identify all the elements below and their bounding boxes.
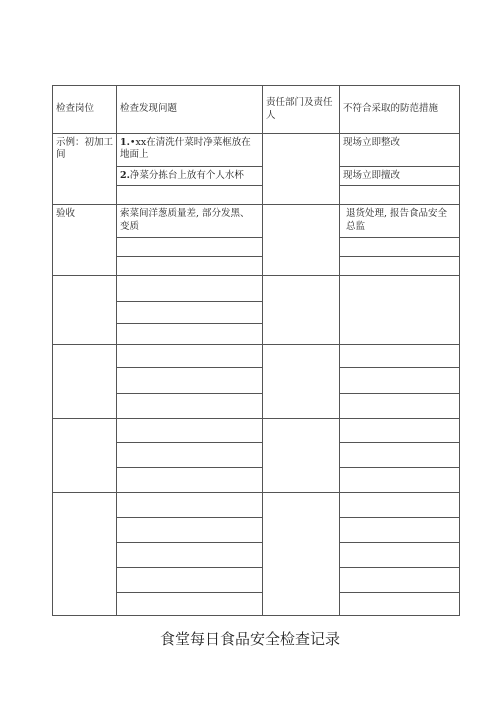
measure-cell: [340, 518, 460, 543]
header-position: 检查岗位: [53, 86, 117, 134]
measure-cell: [340, 394, 460, 419]
issue-cell: [117, 394, 263, 419]
header-issue: 检查发现问题: [117, 86, 263, 134]
example-issue-2-number: 2.: [120, 170, 130, 181]
measure-cell: [340, 345, 460, 368]
table-row: [53, 345, 460, 368]
measure-cell: [340, 543, 460, 568]
issue-cell: [117, 493, 263, 518]
measure-cell: [340, 468, 460, 493]
example-issue-2-text: 净菜分拣台上放有个人水杯: [129, 170, 244, 181]
issue-cell: [117, 443, 263, 468]
receiving-position-cell: 验收: [53, 205, 117, 276]
example-issue-1-text: •xx在清洗什菜时净菜框放在地面上: [120, 137, 251, 161]
receiving-issue-cell: 索菜间洋葱质量差, 部分发黑、变质: [117, 205, 263, 238]
measure-cell: [340, 593, 460, 616]
measure-cell: [340, 443, 460, 468]
table-row: [53, 493, 460, 518]
issue-cell: [117, 593, 263, 616]
issue-cell: [117, 238, 263, 257]
receiving-measure-cell: 退货处理, 报告食品安全总监: [340, 205, 460, 238]
issue-cell: [117, 345, 263, 368]
example-measure-1-cell: 现场立即整改: [340, 134, 460, 167]
example-position-cell: 示例：初加工间: [53, 134, 117, 205]
issue-cell: [117, 257, 263, 276]
receiving-responsible-cell: [263, 205, 340, 276]
position-cell: [53, 493, 117, 616]
measure-cell: [340, 493, 460, 518]
issue-cell: [117, 518, 263, 543]
measure-cell: [340, 276, 460, 345]
issue-cell: [117, 468, 263, 493]
responsible-cell: [263, 419, 340, 493]
measure-cell: [340, 568, 460, 593]
table-row: [53, 276, 460, 302]
example-responsible-cell: [263, 134, 340, 205]
issue-cell: [117, 276, 263, 302]
example-issue-2-cell: [117, 167, 263, 186]
responsible-cell: [263, 493, 340, 616]
measure-cell: [340, 257, 460, 276]
responsible-cell: [263, 345, 340, 419]
issue-cell: [117, 302, 263, 324]
header-measures: 不符合采取的防范措施: [340, 86, 460, 134]
issue-cell: [117, 568, 263, 593]
position-cell: [53, 345, 117, 419]
table-row: [53, 134, 460, 167]
inspection-table: [52, 85, 460, 616]
measure-cell: [340, 186, 460, 205]
measure-cell: [340, 419, 460, 443]
position-cell: [53, 276, 117, 345]
issue-cell: [117, 543, 263, 568]
table-row: [53, 419, 460, 443]
page-title: 食堂每日食品安全检查记录: [159, 630, 340, 648]
measure-cell: [340, 238, 460, 257]
table-header-row: [53, 86, 460, 134]
issue-cell: [117, 186, 263, 205]
example-issue-1-number: 1.: [120, 137, 130, 148]
issue-cell: [117, 368, 263, 394]
position-cell: [53, 419, 117, 493]
example-measure-2-cell: 现场立即擅改: [340, 167, 460, 186]
example-issue-1-cell: [117, 134, 263, 167]
responsible-cell: [263, 276, 340, 345]
measure-cell: [340, 368, 460, 394]
issue-cell: [117, 419, 263, 443]
header-responsible: 责任部门及责任人: [263, 86, 340, 134]
table-row: [53, 205, 460, 238]
issue-cell: [117, 324, 263, 345]
